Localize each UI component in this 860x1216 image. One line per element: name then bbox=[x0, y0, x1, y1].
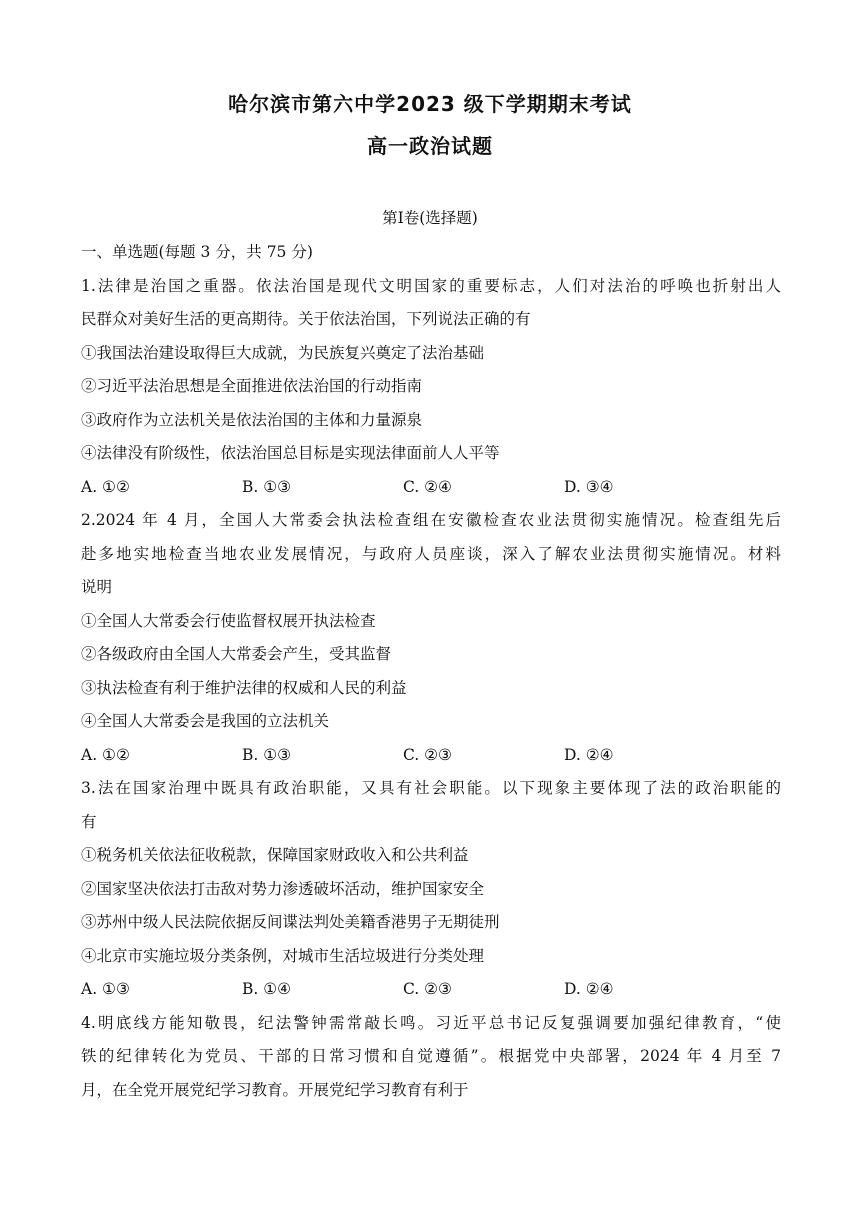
question-stem-line: 说明 bbox=[81, 578, 113, 596]
question-4 bbox=[81, 1007, 781, 1108]
statement-item: ②习近平法治思想是全面推进依法治国的行动指南 bbox=[81, 377, 423, 395]
option-d[interactable]: D. ②④ bbox=[564, 980, 614, 998]
statement-item: ④全国人大常委会是我国的立法机关 bbox=[81, 712, 330, 730]
option-b[interactable]: B. ①③ bbox=[242, 477, 292, 496]
question-3 bbox=[81, 772, 781, 1007]
statement-item: ④法律没有阶级性，依法治国总目标是实现法律面前人人平等 bbox=[81, 444, 500, 462]
answer-options bbox=[81, 973, 781, 1007]
question-stem-line: 1.法律是治国之重器。依法治国是现代文明国家的重要标志，人们对法治的呼唤也折射出人 bbox=[81, 276, 781, 295]
option-a[interactable]: A. ①② bbox=[81, 745, 130, 764]
part-title: 第Ⅰ卷(选择题) bbox=[382, 209, 478, 227]
answer-options bbox=[81, 471, 781, 505]
statement-item: ①我国法治建设取得巨大成就，为民族复兴奠定了法治基础 bbox=[81, 343, 485, 362]
option-b[interactable]: B. ①③ bbox=[242, 745, 292, 764]
statement-item: ③执法检查有利于维护法律的权威和人民的利益 bbox=[81, 678, 407, 697]
option-c[interactable]: C. ②③ bbox=[403, 745, 452, 764]
option-d[interactable]: D. ②④ bbox=[564, 745, 614, 764]
question-2 bbox=[81, 504, 781, 772]
statement-item: ①税务机关依法征收税款，保障国家财政收入和公共利益 bbox=[81, 846, 469, 864]
exam-body bbox=[81, 236, 781, 1107]
option-b[interactable]: B. ①④ bbox=[242, 980, 292, 998]
question-stem-line: 3.法在国家治理中既具有政治职能，又具有社会职能。以下现象主要体现了法的政治职能的 bbox=[81, 779, 781, 797]
statement-item: ②国家坚决依法打击敌对势力渗透破坏活动，维护国家安全 bbox=[81, 879, 485, 898]
answer-options bbox=[81, 739, 781, 773]
statement-item: ②各级政府由全国人大常委会产生，受其监督 bbox=[81, 645, 392, 663]
statement-item: ④北京市实施垃圾分类条例，对城市生活垃圾进行分类处理 bbox=[81, 946, 485, 965]
section-title: 一、单选题(每题 3 分，共 75 分) bbox=[81, 243, 313, 261]
option-d[interactable]: D. ③④ bbox=[564, 477, 614, 496]
option-a[interactable]: A. ①② bbox=[81, 477, 130, 496]
question-stem-line: 赴多地实地检查当地农业发展情况，与政府人员座谈，深入了解农业法贯彻实施情况。材料 bbox=[81, 544, 781, 563]
question-stem-line: 4.明底线方能知敬畏，纪法警钟需常敲长鸣。习近平总书记反复强调要加强纪律教育，“使 bbox=[81, 1013, 781, 1032]
exam-title: 哈尔滨市第六中学2023 级下学期期末考试 bbox=[228, 92, 632, 116]
option-c[interactable]: C. ②③ bbox=[403, 980, 452, 998]
question-stem-line: 有 bbox=[81, 812, 97, 831]
option-a[interactable]: A. ①③ bbox=[81, 980, 130, 998]
exam-subtitle: 高一政治试题 bbox=[367, 134, 493, 158]
option-c[interactable]: C. ②④ bbox=[403, 477, 452, 496]
statement-item: ③苏州中级人民法院依据反间谍法判处美籍香港男子无期徒刑 bbox=[81, 913, 500, 931]
question-stem-line: 民群众对美好生活的更高期待。关于依法治国，下列说法正确的有 bbox=[81, 310, 531, 328]
question-stem-line: 铁的纪律转化为党员、干部的日常习惯和自觉遵循”。根据党中央部署，2024 年 4 月至 7 bbox=[81, 1047, 781, 1065]
statement-item: ③政府作为立法机关是依法治国的主体和力量源泉 bbox=[81, 410, 423, 429]
question-stem-line: 2.2024 年 4 月，全国人大常委会执法检查组在安徽检查农业法贯彻实施情况。检查组先后 bbox=[81, 511, 781, 529]
statement-item: ①全国人大常委会行使监督权展开执法检查 bbox=[81, 611, 376, 630]
question-stem-line: 月，在全党开展党纪学习教育。开展党纪学习教育有利于 bbox=[81, 1080, 469, 1099]
question-1 bbox=[81, 270, 781, 505]
